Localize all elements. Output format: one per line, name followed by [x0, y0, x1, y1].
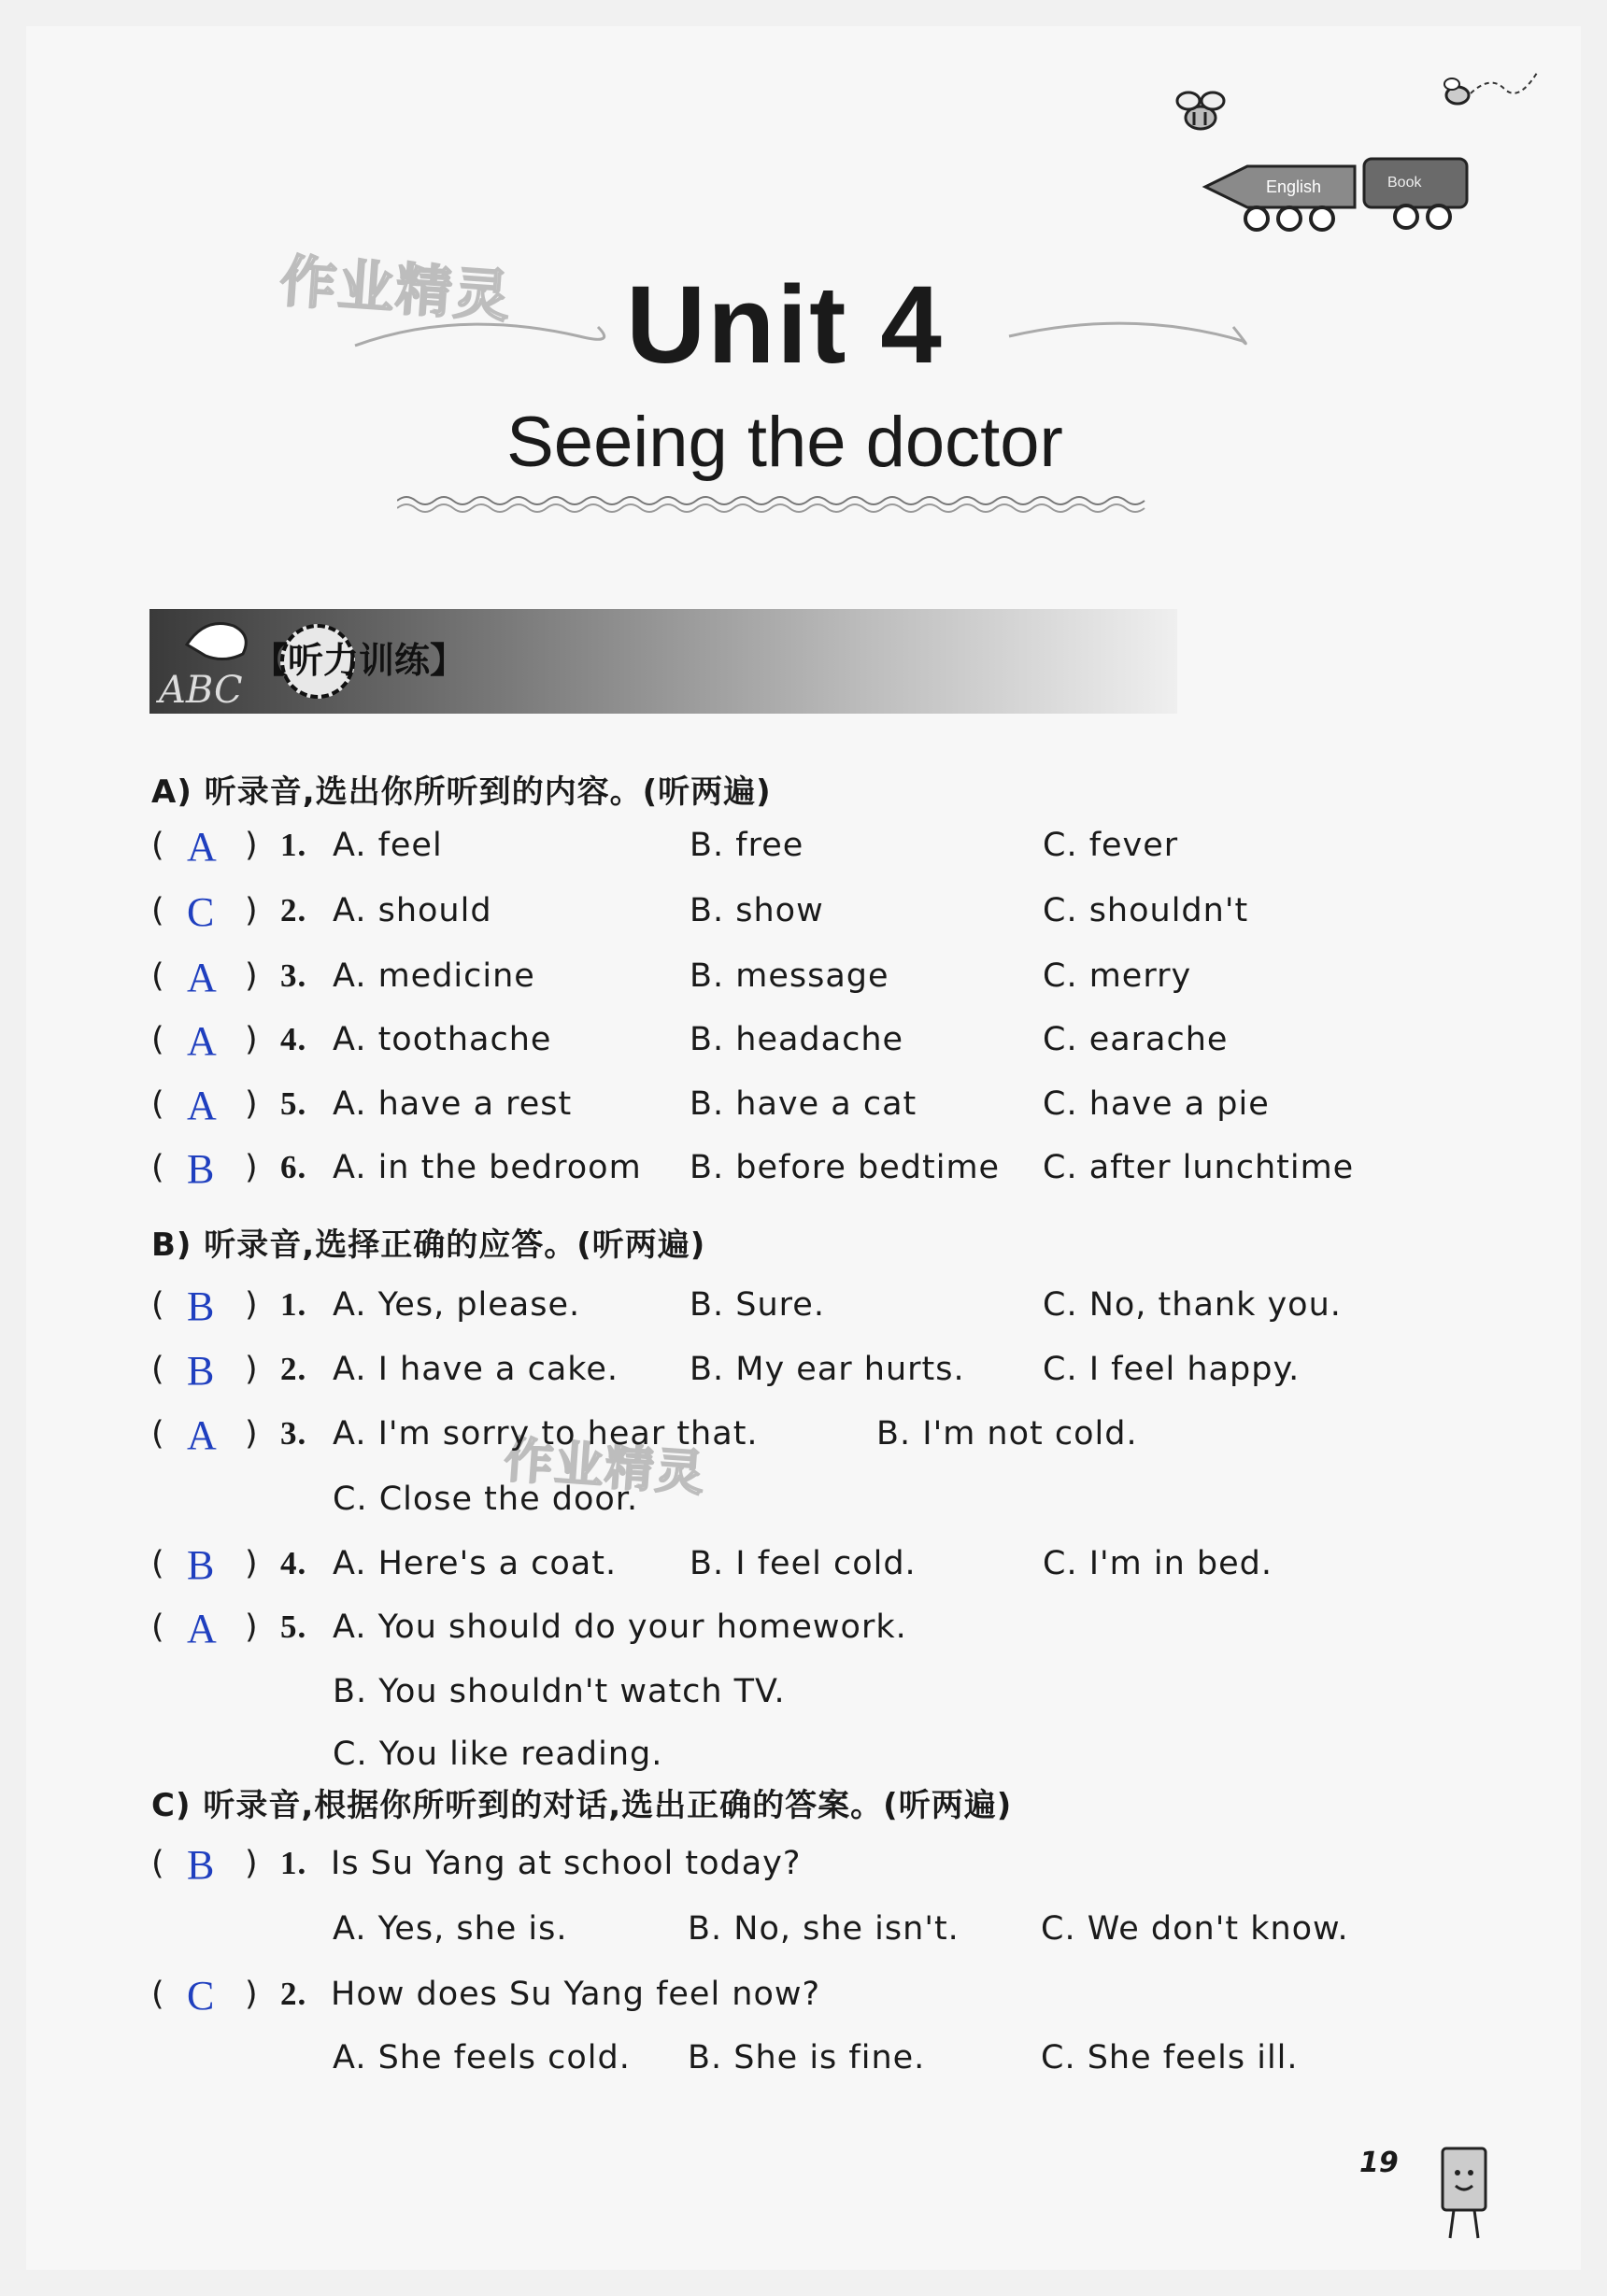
answer: B — [187, 1146, 216, 1192]
option: C. We don't know. — [1041, 1910, 1349, 1948]
open-paren-icon: ( — [151, 1286, 165, 1324]
close-paren-icon: ) — [245, 1415, 259, 1453]
option: A. Here's a coat. — [333, 1545, 618, 1582]
option: A. have a rest — [333, 1085, 573, 1123]
watermark: 作业精灵 — [502, 1432, 708, 1503]
open-paren-icon: ( — [151, 892, 165, 929]
logo-english: English — [1266, 177, 1322, 196]
option: B. Sure. — [690, 1286, 825, 1324]
answer: A — [187, 955, 218, 1000]
option: B. My ear hurts. — [690, 1351, 965, 1388]
option: A. toothache — [333, 1021, 552, 1058]
option: C. You like reading. — [333, 1736, 663, 1773]
open-paren-icon: ( — [151, 1545, 165, 1582]
close-paren-icon: ) — [245, 1085, 259, 1123]
question-number: 1. — [280, 1286, 307, 1323]
option: B. have a cat — [690, 1085, 917, 1123]
answer: C — [187, 1973, 216, 2019]
banner-title: 【听力训练】 — [252, 640, 466, 681]
section-heading: C) 听录音,根据你所听到的对话,选出正确的答案。(听两遍) — [151, 1787, 1013, 1824]
question-number: 3. — [280, 957, 307, 994]
open-paren-icon: ( — [151, 1845, 165, 1882]
option: B. free — [690, 827, 804, 864]
open-paren-icon: ( — [151, 1021, 165, 1058]
option: A. feel — [333, 827, 443, 864]
option: C. merry — [1043, 957, 1192, 995]
option: B. She is fine. — [688, 2039, 926, 2076]
unit-title: Unit 4 — [626, 263, 944, 387]
small-bee-icon — [1439, 65, 1542, 121]
open-paren-icon: ( — [151, 1351, 165, 1388]
answer: B — [187, 1283, 216, 1329]
open-paren-icon: ( — [151, 1149, 165, 1186]
close-paren-icon: ) — [245, 827, 259, 864]
close-paren-icon: ) — [245, 1976, 259, 2013]
option: C. I'm in bed. — [1043, 1545, 1273, 1582]
option: A. You should do your homework. — [333, 1609, 907, 1646]
section-heading: B) 听录音,选择正确的应答。(听两遍) — [151, 1226, 706, 1264]
close-paren-icon: ) — [245, 1351, 259, 1388]
question-text: Is Su Yang at school today? — [331, 1845, 802, 1882]
question-number: 2. — [280, 892, 307, 928]
answer: A — [187, 824, 218, 870]
logo-book: Book — [1387, 175, 1422, 191]
question-number: 4. — [280, 1021, 307, 1057]
option: A. I have a cake. — [333, 1351, 619, 1388]
close-paren-icon: ) — [245, 1845, 259, 1882]
close-paren-icon: ) — [245, 892, 259, 929]
close-paren-icon: ) — [245, 1149, 259, 1186]
unit-subtitle: Seeing the doctor — [506, 403, 1063, 482]
question-number: 3. — [280, 1415, 307, 1452]
option: B. No, she isn't. — [688, 1910, 960, 1948]
watermark: 作业精灵 — [277, 248, 514, 331]
option: A. medicine — [333, 957, 535, 995]
question-number: 1. — [280, 827, 307, 863]
question-number: 4. — [280, 1545, 307, 1581]
answer: A — [187, 1083, 218, 1128]
open-paren-icon: ( — [151, 1085, 165, 1123]
answer: A — [187, 1412, 218, 1458]
option: C. earache — [1043, 1021, 1229, 1058]
answer: B — [187, 1542, 216, 1588]
close-paren-icon: ) — [245, 1286, 259, 1324]
option: A. Yes, she is. — [333, 1910, 568, 1948]
option: A. Yes, please. — [333, 1286, 581, 1324]
option: B. headache — [690, 1021, 904, 1058]
question-number: 2. — [280, 1351, 307, 1387]
option: C. She feels ill. — [1041, 2039, 1299, 2076]
bee-icon — [1168, 86, 1233, 142]
answer: C — [187, 889, 216, 935]
book-mascot-icon — [1429, 2139, 1504, 2251]
option: C. after lunchtime — [1043, 1149, 1355, 1186]
close-paren-icon: ) — [245, 1021, 259, 1058]
question-number: 6. — [280, 1149, 307, 1185]
option: A. in the bedroom — [333, 1149, 642, 1186]
question-number: 2. — [280, 1976, 307, 2012]
section-heading: A) 听录音,选出你所听到的内容。(听两遍) — [151, 773, 772, 811]
wavy-divider — [397, 493, 1154, 516]
question-number: 5. — [280, 1085, 307, 1122]
option: A. She feels cold. — [333, 2039, 631, 2076]
bird-abc-icon — [149, 598, 262, 714]
option: C. I feel happy. — [1043, 1351, 1301, 1388]
open-paren-icon: ( — [151, 1976, 165, 2013]
option: B. I feel cold. — [690, 1545, 917, 1582]
answer: B — [187, 1842, 216, 1888]
option: C. fever — [1043, 827, 1179, 864]
pencil-book-train-icon — [1201, 149, 1481, 243]
answer: A — [187, 1606, 218, 1651]
open-paren-icon: ( — [151, 957, 165, 995]
option: B. message — [690, 957, 889, 995]
question-number: 1. — [280, 1845, 307, 1881]
option: C. shouldn't — [1043, 892, 1249, 929]
option: B. I'm not cold. — [876, 1415, 1138, 1453]
option: B. before bedtime — [690, 1149, 1001, 1186]
answer: A — [187, 1018, 218, 1064]
question-text: How does Su Yang feel now? — [331, 1976, 821, 2013]
option: B. You shouldn't watch TV. — [333, 1673, 786, 1710]
close-paren-icon: ) — [245, 1545, 259, 1582]
open-paren-icon: ( — [151, 1415, 165, 1453]
option: A. should — [333, 892, 492, 929]
option: B. show — [690, 892, 824, 929]
page-number: 19 — [1359, 2147, 1399, 2179]
option: C. have a pie — [1043, 1085, 1270, 1123]
svg-text:ABC: ABC — [159, 669, 243, 712]
close-paren-icon: ) — [245, 957, 259, 995]
option: C. Close the door. — [333, 1481, 639, 1518]
option: A. I'm sorry to hear that. — [333, 1415, 759, 1453]
question-number: 5. — [280, 1609, 307, 1645]
open-paren-icon: ( — [151, 827, 165, 864]
option: C. No, thank you. — [1043, 1286, 1342, 1324]
close-paren-icon: ) — [245, 1609, 259, 1646]
answer: B — [187, 1348, 216, 1394]
open-paren-icon: ( — [151, 1609, 165, 1646]
